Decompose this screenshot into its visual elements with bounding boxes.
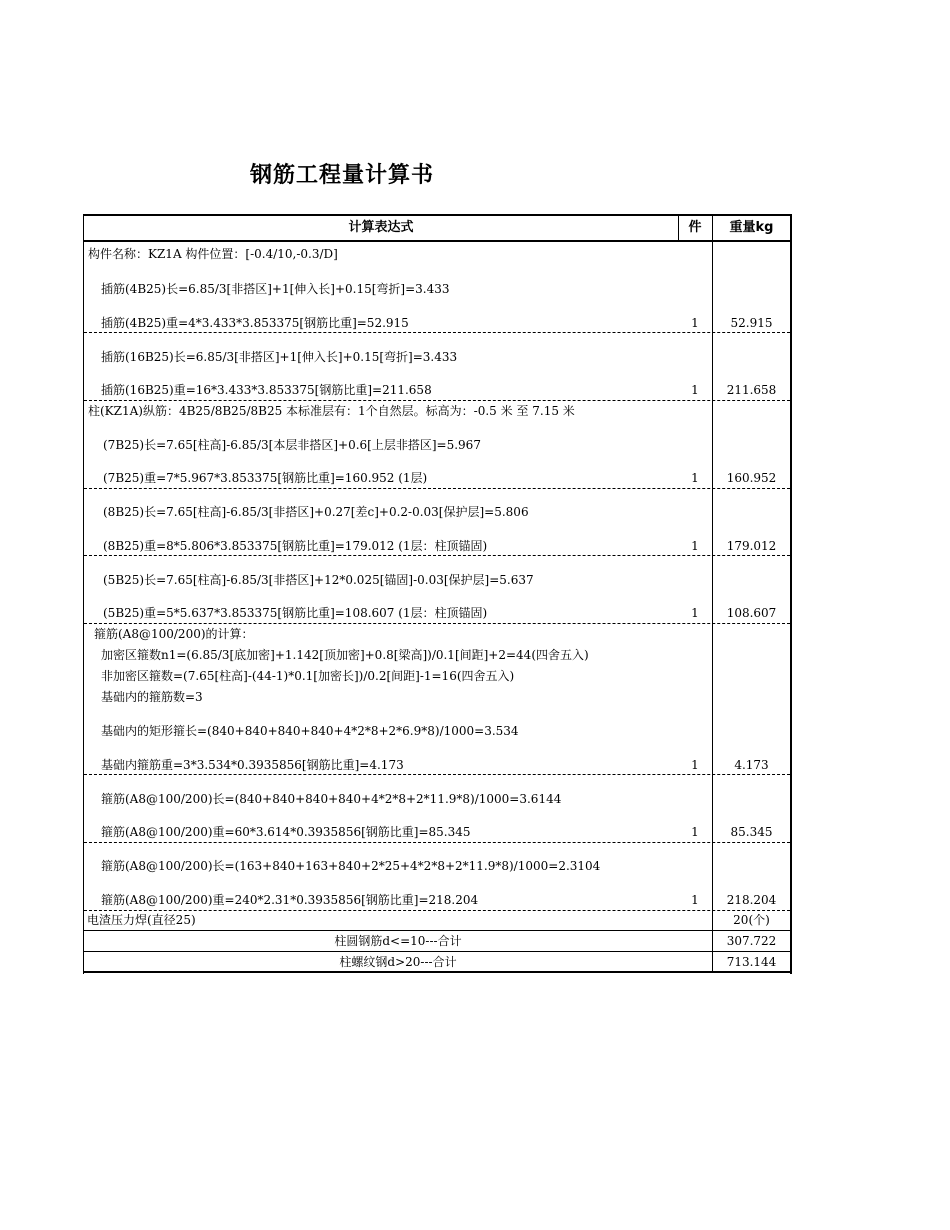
- formula-line: (7B25)长=7.65[柱高]-6.85/3[本层非搭区]+0.6[上层非搭区]=5.967: [103, 438, 481, 452]
- weight-cell: 4.173: [734, 758, 769, 772]
- row-separator: [84, 951, 790, 952]
- count-cell: 1: [691, 606, 699, 620]
- formula-line: 箍筋(A8@100/200)重=240*2.31*0.3935856[钢筋比重]=218.204: [101, 893, 479, 907]
- header-weight: 重量kg: [729, 220, 774, 235]
- column-divider: [678, 216, 679, 240]
- row-separator: [84, 842, 790, 843]
- column-rebar-summary: 柱(KZ1A)纵筋：4B25/8B25/8B25 本标准层有：1个自然层。标高为：-0.5 米 至 7.15 米: [88, 404, 575, 418]
- row-separator: [84, 910, 790, 911]
- weight-cell: 160.952: [726, 471, 777, 485]
- formula-line: 箍筋(A8@100/200)长=(163+840+163+840+2*25+4*2*8+2*11.9*8)/1000=2.3104: [101, 859, 601, 873]
- formula-line: 基础内箍筋重=3*3.534*0.3935856[钢筋比重]=4.173: [101, 758, 404, 772]
- count-cell: 1: [691, 316, 699, 330]
- formula-line: 插筋(4B25)长=6.85/3[非搭区]+1[伸入长]+0.15[弯折]=3.433: [101, 282, 450, 296]
- count-cell: 1: [691, 758, 699, 772]
- row-separator: [84, 555, 790, 556]
- total-value-threaded-bar: 713.144: [726, 955, 777, 969]
- formula-line: 箍筋(A8@100/200)重=60*3.614*0.3935856[钢筋比重]=85.345: [101, 825, 471, 839]
- calculation-table: [83, 214, 792, 974]
- total-label-round-bar: 柱圆钢筋d<=10---合计: [334, 934, 462, 948]
- formula-line: (8B25)长=7.65[柱高]-6.85/3[非搭区]+0.27[差c]+0.2-0.03[保护层]=5.806: [103, 505, 529, 519]
- row-separator: [84, 623, 790, 624]
- header-expression: 计算表达式: [348, 220, 414, 235]
- header-count: 件: [688, 220, 702, 235]
- header-border-bottom: [84, 240, 790, 242]
- formula-line: 基础内的矩形箍长=(840+840+840+840+4*2*8+2*6.9*8)/1000=3.534: [101, 724, 519, 738]
- welding-count: 20(个): [733, 913, 770, 927]
- weight-cell: 211.658: [726, 383, 777, 397]
- row-separator: [84, 332, 790, 333]
- count-cell: 1: [691, 893, 699, 907]
- row-separator: [84, 488, 790, 489]
- formula-line: 加密区箍数n1=(6.85/3[底加密]+1.142[顶加密]+0.8[梁高])/0.1[间距]+2=44(四舍五入): [101, 648, 589, 662]
- count-cell: 1: [691, 471, 699, 485]
- component-name-line: 构件名称：KZ1A 构件位置：[-0.4/10,-0.3/D]: [88, 247, 338, 261]
- formula-line: (8B25)重=8*5.806*3.853375[钢筋比重]=179.012 (1层：柱顶锚固): [103, 539, 488, 553]
- formula-line: (5B25)长=7.65[柱高]-6.85/3[非搭区]+12*0.025[锚固]-0.03[保护层]=5.637: [103, 573, 534, 587]
- welding-label: 电渣压力焊(直径25): [87, 913, 196, 927]
- weight-cell: 52.915: [730, 316, 773, 330]
- weight-cell: 179.012: [726, 539, 777, 553]
- count-cell: 1: [691, 383, 699, 397]
- formula-line: 箍筋(A8@100/200)长=(840+840+840+840+4*2*8+2*11.9*8)/1000=3.6144: [101, 792, 562, 806]
- weight-cell: 218.204: [726, 893, 777, 907]
- stirrup-heading: 箍筋(A8@100/200)的计算：: [94, 627, 254, 641]
- row-separator: [84, 400, 790, 401]
- formula-line: 插筋(4B25)重=4*3.433*3.853375[钢筋比重]=52.915: [101, 316, 409, 330]
- page-title: 钢筋工程量计算书: [250, 163, 435, 188]
- formula-line: (5B25)重=5*5.637*3.853375[钢筋比重]=108.607 (1层：柱顶锚固): [103, 606, 488, 620]
- formula-line: 插筋(16B25)长=6.85/3[非搭区]+1[伸入长]+0.15[弯折]=3.433: [101, 350, 458, 364]
- formula-line: 基础内的箍筋数=3: [101, 690, 203, 704]
- count-cell: 1: [691, 825, 699, 839]
- count-cell: 1: [691, 539, 699, 553]
- formula-line: (7B25)重=7*5.967*3.853375[钢筋比重]=160.952 (1层): [103, 471, 428, 485]
- row-separator: [84, 774, 790, 775]
- total-value-round-bar: 307.722: [726, 934, 777, 948]
- table-border-bottom: [84, 971, 790, 973]
- row-separator: [84, 930, 790, 931]
- formula-line: 插筋(16B25)重=16*3.433*3.853375[钢筋比重]=211.658: [101, 383, 432, 397]
- weight-cell: 85.345: [730, 825, 773, 839]
- formula-line: 非加密区箍数=(7.65[柱高]-(44-1)*0.1[加密长])/0.2[间距]-1=16(四舍五入): [101, 669, 515, 683]
- weight-cell: 108.607: [726, 606, 777, 620]
- total-label-threaded-bar: 柱螺纹钢d>20---合计: [339, 955, 457, 969]
